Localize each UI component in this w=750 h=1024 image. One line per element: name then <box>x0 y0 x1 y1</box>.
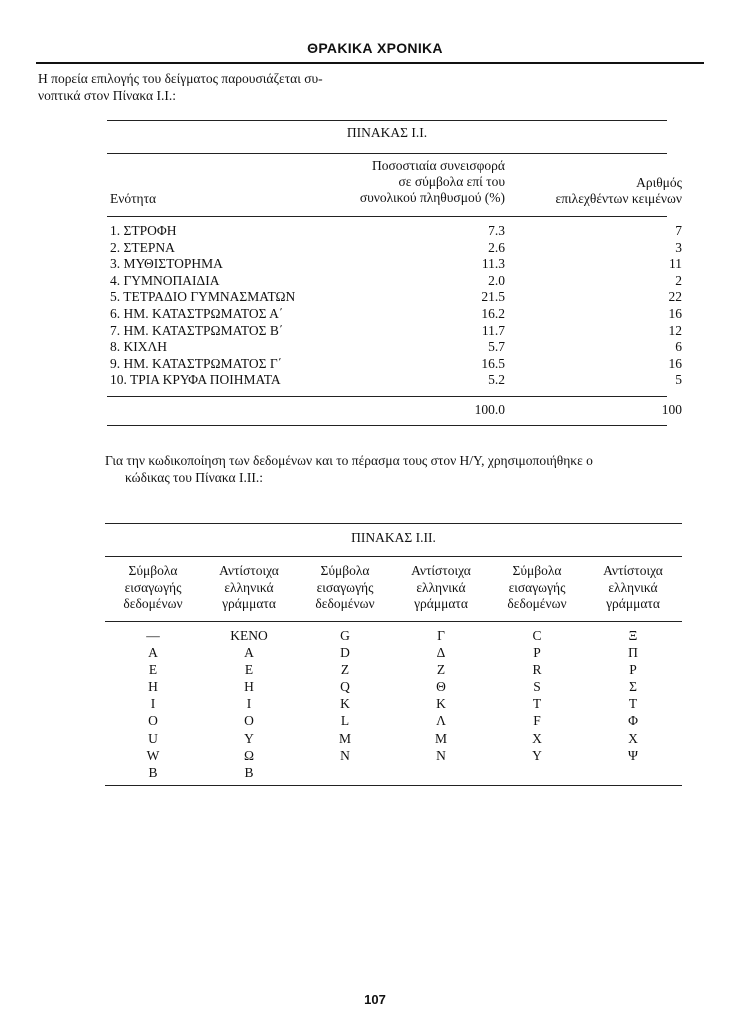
header-line: Αντίστοιχα <box>411 563 471 578</box>
table-2-header-col-2 <box>201 563 297 613</box>
header-line: εισαγωγής <box>508 579 566 595</box>
row-percentage: 11.3 <box>481 256 505 272</box>
table-row <box>0 240 750 256</box>
table-2-col-1 <box>105 627 201 781</box>
letter-cell: Ζ <box>436 662 446 678</box>
row-count: 22 <box>668 289 682 305</box>
row-count: 12 <box>668 322 682 338</box>
code-cell: G <box>340 628 350 643</box>
letter-cell: Φ <box>628 713 638 729</box>
code-cell: P <box>533 645 541 661</box>
row-percentage: 2.0 <box>488 272 505 288</box>
table-row <box>0 223 750 239</box>
table-1-header-rule <box>107 216 667 217</box>
table-1-caption: ΠΙΝΑΚΑΣ Ι.Ι. <box>346 125 428 140</box>
table-2-col-6 <box>585 627 681 764</box>
table-2-col-3 <box>297 627 393 764</box>
code-cell: S <box>533 679 541 695</box>
header-line: συνολικού πληθυσμού (%) <box>359 190 505 205</box>
table-1-total-percentage: 100.0 <box>474 402 505 417</box>
letter-cell: Κ <box>436 696 446 712</box>
code-cell: M <box>338 730 351 746</box>
row-section: 4. ΓΥΜΝΟΠΑΙΔΙΑ <box>110 272 220 288</box>
header-line: ελληνικά <box>224 579 274 595</box>
table-1-bottom-rule <box>107 425 667 426</box>
row-section: 2. ΣΤΕΡΝΑ <box>110 239 175 255</box>
letter-cell: Β <box>244 764 254 780</box>
letter-cell: Ω <box>243 747 255 763</box>
intro-2-line-1: Για την κωδικοποίηση των δεδομένων και το πέρασμα τους στον Η/Υ, χρησιμοποιήθηκε ο <box>105 453 593 468</box>
table-2-header-rule <box>105 621 682 622</box>
intro-2-line-2: κώδικας του Πίνακα Ι.ΙΙ.: <box>125 470 263 485</box>
code-cell: O <box>148 713 158 729</box>
code-cell: N <box>340 747 350 763</box>
letter-cell: Ο <box>244 713 254 729</box>
letter-cell: Τ <box>628 696 638 712</box>
row-count: 3 <box>675 239 682 255</box>
header-line: ελληνικά <box>608 579 658 595</box>
letter-cell: Ψ <box>628 747 638 763</box>
row-section: 3. ΜΥΘΙΣΤΟΡΗΜΑ <box>110 256 223 272</box>
row-count: 2 <box>675 272 682 288</box>
code-cell: A <box>148 645 158 661</box>
code-cell: X <box>532 730 542 746</box>
row-count: 5 <box>675 372 682 388</box>
header-line: εισαγωγής <box>124 579 182 595</box>
code-cell: H <box>148 679 158 695</box>
row-count: 16 <box>668 355 682 371</box>
row-section: 9. ΗΜ. ΚΑΤΑΣΤΡΩΜΑΤΟΣ Γ΄ <box>110 355 283 371</box>
table-row <box>0 289 750 305</box>
row-count: 6 <box>675 339 682 355</box>
code-cell: I <box>150 696 156 712</box>
letter-cell: Η <box>244 679 254 695</box>
header-line: Αντίστοιχα <box>603 563 663 578</box>
code-cell: K <box>340 696 350 712</box>
table-2-top-rule <box>105 523 682 524</box>
table-2-caption-rule <box>105 556 682 557</box>
letter-cell: Α <box>244 645 254 661</box>
header-line: δεδομένων <box>507 596 567 611</box>
row-percentage: 5.2 <box>488 372 505 388</box>
letter-cell: Ρ <box>629 662 637 678</box>
header-line: σε σύμβολα επί του <box>398 174 505 189</box>
header-rule <box>36 62 704 64</box>
code-cell: F <box>533 713 541 729</box>
code-cell: D <box>340 645 350 661</box>
letter-cell: Μ <box>434 730 447 746</box>
table-2-caption: ΠΙΝΑΚΑΣ Ι.ΙΙ. <box>351 530 436 545</box>
row-count: 16 <box>668 306 682 321</box>
table-2-header-col-3 <box>297 563 393 613</box>
table-1-header-section: Ενότητα <box>110 191 157 206</box>
letter-cell: Ν <box>436 747 446 763</box>
letter-cell: Ε <box>244 662 254 678</box>
letter-cell: Θ <box>436 679 446 695</box>
row-section: 7. ΗΜ. ΚΑΤΑΣΤΡΩΜΑΤΟΣ Β΄ <box>110 322 284 338</box>
table-row <box>0 339 750 355</box>
letter-cell: Λ <box>436 713 446 729</box>
table-2-col-4 <box>393 627 489 764</box>
header-line: Σύμβολα <box>320 563 370 578</box>
header-line: ελληνικά <box>416 579 466 595</box>
table-1-header-percentage <box>300 158 505 206</box>
header-line: Σύμβολα <box>512 563 562 578</box>
code-cell: C <box>532 628 542 643</box>
code-cell: U <box>148 730 158 746</box>
row-percentage: 2.6 <box>488 239 505 255</box>
letter-cell: Ι <box>246 696 252 712</box>
table-1-total-count: 100 <box>661 402 682 417</box>
row-count: 7 <box>675 223 682 238</box>
row-section: 1. ΣΤΡΟΦΗ <box>110 223 177 238</box>
row-percentage: 7.3 <box>488 223 505 238</box>
table-2-col-2 <box>201 627 297 781</box>
intro-1-line-1: Η πορεία επιλογής του δείγματος παρουσιάζεται συ- <box>38 71 323 86</box>
row-section: 5. ΤΕΤΡΑΔΙΟ ΓΥΜΝΑΣΜΑΤΩΝ <box>110 289 296 305</box>
code-cell: R <box>532 662 542 678</box>
row-percentage: 11.7 <box>481 322 505 338</box>
header-line: Ποσοστιαία συνεισφορά <box>371 158 505 173</box>
table-row <box>0 256 750 272</box>
table-2-header-col-4 <box>393 563 489 613</box>
code-cell: B <box>148 764 158 780</box>
code-cell: T <box>532 696 542 712</box>
row-section: 10. ΤΡΙΑ ΚΡΥΦΑ ΠΟΙΗΜΑΤΑ <box>110 372 281 388</box>
row-count: 11 <box>669 256 682 272</box>
table-1-header-count <box>500 175 682 207</box>
code-cell: W <box>146 747 160 763</box>
letter-cell: Σ <box>629 679 637 695</box>
row-section: 8. ΚΙΧΛΗ <box>110 339 168 355</box>
row-percentage: 5.7 <box>488 339 505 355</box>
table-row <box>0 273 750 289</box>
letter-cell: ΚΕΝΟ <box>230 628 268 643</box>
table-row <box>0 372 750 388</box>
page-number: 107 <box>364 992 386 1007</box>
table-1-top-rule <box>107 120 667 121</box>
intro-paragraph-1 <box>38 70 323 104</box>
table-1-body <box>0 223 750 393</box>
header-line: γράμματα <box>606 596 660 611</box>
row-percentage: 16.2 <box>481 306 505 321</box>
header-line: Σύμβολα <box>128 563 178 578</box>
code-cell: Y <box>532 747 542 763</box>
intro-paragraph-2 <box>105 452 593 486</box>
letter-cell: Δ <box>436 645 446 661</box>
letter-cell: Υ <box>244 730 254 746</box>
header-line: εισαγωγής <box>316 579 374 595</box>
row-percentage: 21.5 <box>481 289 505 305</box>
table-2-header-col-6 <box>585 563 681 613</box>
code-cell: L <box>340 713 350 729</box>
code-cell: Z <box>340 662 350 678</box>
row-section: 6. ΗΜ. ΚΑΤΑΣΤΡΩΜΑΤΟΣ Α΄ <box>110 306 284 321</box>
header-line: γράμματα <box>222 596 276 611</box>
header-line: δεδομένων <box>123 596 183 611</box>
table-1-caption-rule <box>107 153 667 154</box>
table-2-col-5 <box>489 627 585 764</box>
code-cell: — <box>146 628 160 643</box>
code-cell: Q <box>340 679 350 695</box>
table-2-bottom-rule <box>105 785 682 786</box>
header-line: δεδομένων <box>315 596 375 611</box>
letter-cell: Χ <box>628 730 638 746</box>
letter-cell: Π <box>628 645 638 661</box>
table-row <box>0 323 750 339</box>
header-line: Αριθμός <box>636 175 682 190</box>
running-header-title: ΘΡΑΚΙΚΑ ΧΡΟΝΙΚΑ <box>307 40 443 56</box>
header-line: γράμματα <box>414 596 468 611</box>
intro-1-line-2: νοπτικά στον Πίνακα Ι.Ι.: <box>38 88 176 103</box>
table-row <box>0 356 750 372</box>
header-line: Αντίστοιχα <box>219 563 279 578</box>
row-percentage: 16.5 <box>481 355 505 371</box>
letter-cell: Ξ <box>628 628 638 643</box>
code-cell: E <box>148 662 158 678</box>
header-line: επιλεχθέντων κειμένων <box>555 191 682 206</box>
table-2-header-col-5 <box>489 563 585 613</box>
table-2-header-col-1 <box>105 563 201 613</box>
table-1-total-rule <box>107 396 667 397</box>
letter-cell: Γ <box>437 628 445 643</box>
table-row <box>0 306 750 322</box>
